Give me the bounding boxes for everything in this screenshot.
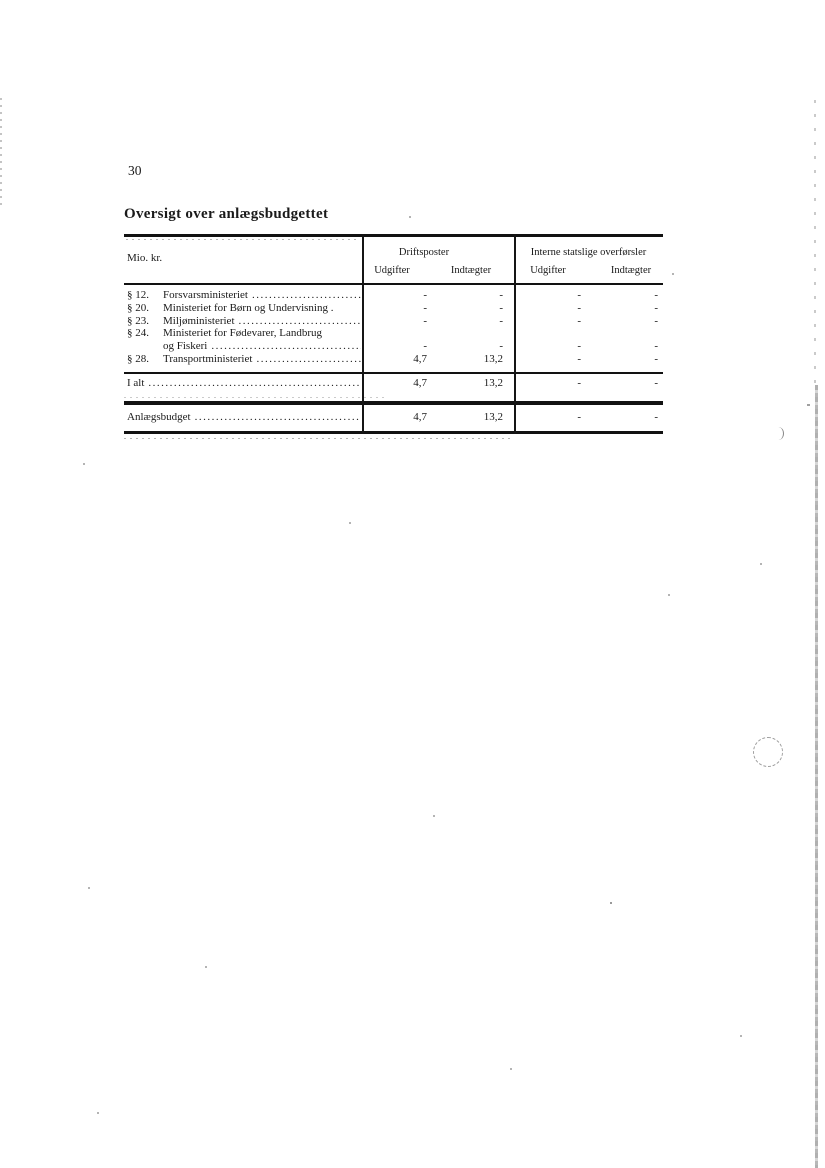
scan-speck bbox=[740, 1035, 742, 1037]
scan-edge-streak bbox=[814, 100, 816, 385]
dot-leader bbox=[195, 411, 361, 424]
unit-label: Mio. kr. bbox=[127, 252, 163, 264]
subcolumn-header-indtaegter-1: Indtægter bbox=[450, 265, 492, 276]
row-label-cell bbox=[124, 340, 361, 353]
table-row-paragraph-24-line-2 bbox=[124, 340, 663, 353]
scan-dust-line bbox=[124, 438, 512, 439]
scan-dust-line bbox=[126, 239, 358, 240]
value-cell: - bbox=[499, 289, 503, 301]
subcolumn-header-udgifter-2: Udgifter bbox=[530, 265, 566, 276]
scan-curve-artifact bbox=[777, 427, 784, 440]
paragraph-number bbox=[127, 340, 163, 353]
table-row-paragraph-12 bbox=[124, 289, 663, 302]
table-bottom-border bbox=[124, 431, 663, 434]
row-label: I alt bbox=[127, 377, 145, 389]
table-body bbox=[124, 289, 663, 366]
dot-leader bbox=[239, 315, 362, 328]
row-label-cell bbox=[124, 315, 361, 328]
scan-speck bbox=[807, 404, 810, 406]
column-group-interne-overfoersler: Interne statslige overførsler bbox=[530, 247, 647, 258]
value-cell: - bbox=[423, 340, 427, 353]
row-label: Ministeriet for Børn og Undervisning . bbox=[163, 301, 334, 314]
scan-speck bbox=[672, 273, 674, 275]
value-cell: - bbox=[423, 314, 427, 327]
value-cell: - bbox=[577, 289, 581, 301]
row-label: Forsvarsministeriet bbox=[163, 289, 248, 301]
scan-edge-marks bbox=[0, 98, 2, 206]
dot-leader bbox=[148, 377, 361, 390]
scan-speck bbox=[97, 1112, 99, 1114]
scan-dust-line bbox=[124, 397, 384, 398]
scan-speck bbox=[433, 815, 435, 817]
value-cell: - bbox=[499, 340, 503, 353]
table-row-paragraph-23 bbox=[124, 315, 663, 328]
value-cell: - bbox=[577, 352, 581, 365]
value-cell: 13,2 bbox=[483, 377, 503, 389]
scan-speck bbox=[610, 902, 612, 904]
value-cell: - bbox=[654, 340, 658, 353]
value-cell: 4,7 bbox=[413, 411, 427, 423]
value-cell: - bbox=[577, 340, 581, 353]
scan-speck bbox=[83, 463, 85, 465]
value-cell: - bbox=[423, 289, 427, 301]
subcolumn-header-udgifter-1: Udgifter bbox=[374, 265, 410, 276]
value-cell: - bbox=[654, 352, 658, 365]
scan-speck bbox=[205, 966, 207, 968]
dot-leader bbox=[252, 289, 361, 302]
value-cell bbox=[581, 327, 658, 340]
row-label-cell bbox=[124, 411, 361, 424]
dot-leader bbox=[211, 340, 361, 353]
scan-circle-artifact bbox=[753, 737, 783, 767]
paragraph-number: § 20. bbox=[127, 301, 149, 314]
dot-leader bbox=[256, 353, 361, 366]
scan-edge-streak bbox=[815, 385, 818, 1168]
value-cell: 13,2 bbox=[483, 411, 503, 423]
row-label: og Fiskeri bbox=[163, 340, 208, 353]
value-cell: - bbox=[654, 377, 658, 389]
row-label: Transportministeriet bbox=[163, 352, 253, 365]
value-cell bbox=[503, 327, 581, 340]
total-separator-line bbox=[124, 372, 663, 374]
table-row-paragraph-20 bbox=[124, 302, 663, 315]
scan-speck bbox=[409, 216, 411, 218]
page-number: 30 bbox=[128, 163, 142, 178]
scan-speck bbox=[88, 887, 90, 889]
value-cell: - bbox=[577, 377, 581, 389]
value-cell: 13,2 bbox=[483, 352, 503, 365]
dot-leader bbox=[326, 327, 361, 340]
row-label-cell bbox=[124, 289, 361, 302]
row-label-cell bbox=[124, 302, 361, 315]
table-row-paragraph-28 bbox=[124, 353, 663, 366]
value-cell: 4,7 bbox=[413, 352, 427, 365]
budget-separator-line bbox=[124, 401, 663, 405]
header-separator-line bbox=[124, 283, 663, 285]
paragraph-number: § 23. bbox=[127, 314, 149, 327]
budget-table bbox=[124, 234, 663, 440]
row-label-cell bbox=[124, 353, 361, 366]
row-label: Miljøministeriet bbox=[163, 314, 235, 327]
scan-speck bbox=[760, 563, 762, 565]
row-label-cell bbox=[124, 377, 361, 390]
value-cell bbox=[427, 327, 503, 340]
row-label: Ministeriet for Fødevarer, Landbrug bbox=[163, 327, 323, 340]
row-label-cell bbox=[124, 327, 361, 340]
scan-speck bbox=[510, 1068, 512, 1070]
paragraph-number: § 28. bbox=[127, 352, 149, 365]
row-label: Anlægsbudget bbox=[127, 411, 191, 423]
value-cell: - bbox=[423, 301, 427, 314]
table-top-border bbox=[124, 234, 663, 237]
paragraph-number: § 24. bbox=[127, 327, 149, 340]
dot-leader bbox=[337, 302, 361, 315]
subcolumn-header-indtaegter-2: Indtægter bbox=[610, 265, 652, 276]
scan-speck bbox=[668, 594, 670, 596]
value-cell: - bbox=[499, 301, 503, 314]
value-cell: - bbox=[654, 314, 658, 327]
column-group-driftsposter: Driftsposter bbox=[398, 247, 450, 258]
table-row-anlaegsbudget bbox=[124, 411, 663, 424]
value-cell: - bbox=[654, 301, 658, 314]
value-cell: 4,7 bbox=[413, 377, 427, 389]
table-row-total bbox=[124, 377, 663, 390]
value-cell: - bbox=[654, 411, 658, 423]
page-title: Oversigt over anlægsbudgettet bbox=[124, 206, 329, 222]
value-cell: - bbox=[654, 289, 658, 301]
scan-speck bbox=[349, 522, 351, 524]
value-cell: - bbox=[577, 301, 581, 314]
value-cell: - bbox=[499, 314, 503, 327]
value-cell: - bbox=[577, 314, 581, 327]
value-cell bbox=[361, 327, 427, 340]
table-row-paragraph-24-line-1 bbox=[124, 327, 663, 340]
paragraph-number: § 12. bbox=[127, 289, 149, 301]
value-cell: - bbox=[577, 411, 581, 423]
